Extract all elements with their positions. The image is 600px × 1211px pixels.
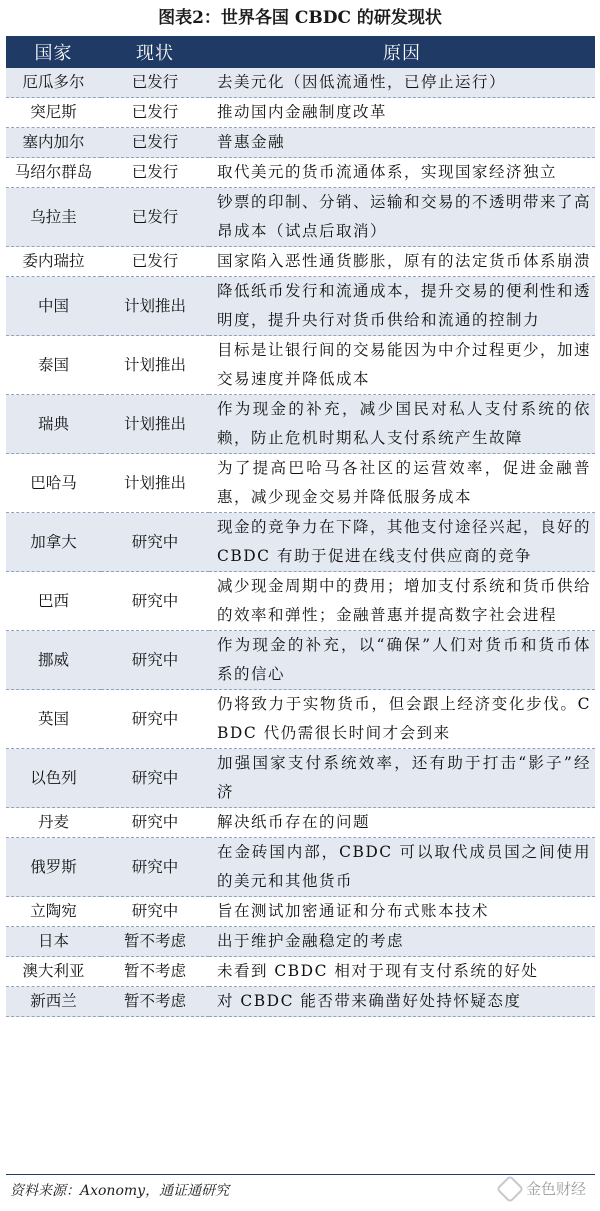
country-cell: 俄罗斯 <box>6 838 101 897</box>
status-cell: 已发行 <box>101 188 209 247</box>
reason-cell: 国家陷入恶性通货膨胀，原有的法定货币体系崩溃 <box>209 247 595 277</box>
country-cell: 厄瓜多尔 <box>6 68 101 98</box>
table-row <box>6 158 595 188</box>
table-row <box>6 808 595 838</box>
status-cell: 研究中 <box>101 572 209 631</box>
table-row <box>6 188 595 247</box>
country-cell: 巴哈马 <box>6 454 101 513</box>
table-row <box>6 838 595 897</box>
country-cell: 丹麦 <box>6 808 101 838</box>
table-row <box>6 572 595 631</box>
table-row <box>6 927 595 957</box>
reason-cell: 在金砖国内部，CBDC 可以取代成员国之间使用的美元和其他货币 <box>209 838 595 897</box>
reason-cell: 取代美元的货币流通体系，实现国家经济独立 <box>209 158 595 188</box>
reason-cell: 作为现金的补充，减少国民对私人支付系统的依赖，防止危机时期私人支付系统产生故障 <box>209 395 595 454</box>
reason-cell: 旨在测试加密通证和分布式账本技术 <box>209 897 595 927</box>
reason-cell: 去美元化（因低流通性，已停止运行） <box>209 68 595 98</box>
table-row <box>6 987 595 1017</box>
status-cell: 研究中 <box>101 631 209 690</box>
reason-cell: 推动国内金融制度改革 <box>209 98 595 128</box>
country-cell: 加拿大 <box>6 513 101 572</box>
status-cell: 研究中 <box>101 808 209 838</box>
table-row <box>6 957 595 987</box>
status-cell: 计划推出 <box>101 336 209 395</box>
reason-cell: 降低纸币发行和流通成本，提升交易的便利性和透明度，提升央行对货币供给和流通的控制力 <box>209 277 595 336</box>
country-cell: 立陶宛 <box>6 897 101 927</box>
table-row <box>6 247 595 277</box>
reason-cell: 解决纸币存在的问题 <box>209 808 595 838</box>
logo-icon <box>496 1174 524 1202</box>
table-row <box>6 395 595 454</box>
country-cell: 日本 <box>6 927 101 957</box>
status-cell: 计划推出 <box>101 395 209 454</box>
country-cell: 挪威 <box>6 631 101 690</box>
cbdc-table <box>6 36 595 1017</box>
header-status: 现状 <box>101 36 209 68</box>
reason-cell: 减少现金周期中的费用；增加支付系统和货币供给的效率和弹性；金融普惠并提高数字社会进程 <box>209 572 595 631</box>
status-cell: 已发行 <box>101 158 209 188</box>
status-cell: 已发行 <box>101 128 209 158</box>
status-cell: 计划推出 <box>101 277 209 336</box>
watermark-text: 金色财经 <box>525 1180 586 1198</box>
status-cell: 已发行 <box>101 68 209 98</box>
status-cell: 研究中 <box>101 838 209 897</box>
table-row <box>6 513 595 572</box>
header-reason: 原因 <box>209 36 595 68</box>
table-row <box>6 336 595 395</box>
reason-cell: 普惠金融 <box>209 128 595 158</box>
country-cell: 巴西 <box>6 572 101 631</box>
reason-cell: 为了提高巴哈马各社区的运营效率，促进金融普惠，减少现金交易并降低服务成本 <box>209 454 595 513</box>
reason-cell: 出于维护金融稳定的考虑 <box>209 927 595 957</box>
table-body <box>6 68 595 1017</box>
status-cell: 研究中 <box>101 897 209 927</box>
table-row <box>6 749 595 808</box>
status-cell: 研究中 <box>101 513 209 572</box>
reason-cell: 作为现金的补充，以“确保”人们对货币和货币体系的信心 <box>209 631 595 690</box>
status-cell: 暂不考虑 <box>101 927 209 957</box>
reason-cell: 仍将致力于实物货币，但会跟上经济变化步伐。CBDC 代仍需很长时间才会到来 <box>209 690 595 749</box>
table-header-row <box>6 36 595 68</box>
table-row <box>6 690 595 749</box>
country-cell: 中国 <box>6 277 101 336</box>
table-row <box>6 128 595 158</box>
status-cell: 计划推出 <box>101 454 209 513</box>
status-cell: 研究中 <box>101 749 209 808</box>
country-cell: 突尼斯 <box>6 98 101 128</box>
table-row <box>6 631 595 690</box>
status-cell: 已发行 <box>101 247 209 277</box>
country-cell: 以色列 <box>6 749 101 808</box>
country-cell: 塞内加尔 <box>6 128 101 158</box>
country-cell: 瑞典 <box>6 395 101 454</box>
country-cell: 泰国 <box>6 336 101 395</box>
table-row <box>6 98 595 128</box>
table-row <box>6 897 595 927</box>
country-cell: 马绍尔群岛 <box>6 158 101 188</box>
source-note: 资料来源：Axonomy，通证通研究 <box>10 1183 230 1199</box>
status-cell: 暂不考虑 <box>101 987 209 1017</box>
status-cell: 研究中 <box>101 690 209 749</box>
source-divider <box>6 1174 595 1175</box>
table-row <box>6 68 595 98</box>
reason-cell: 钞票的印制、分销、运输和交易的不透明带来了高昂成本（试点后取消） <box>209 188 595 247</box>
country-cell: 委内瑞拉 <box>6 247 101 277</box>
reason-cell: 加强国家支付系统效率，还有助于打击“影子”经济 <box>209 749 595 808</box>
reason-cell: 未看到 CBDC 相对于现有支付系统的好处 <box>209 957 595 987</box>
page-title: 图表2：世界各国 CBDC 的研发现状 <box>158 8 442 28</box>
reason-cell: 目标是让银行间的交易能因为中介过程更少，加速交易速度并降低成本 <box>209 336 595 395</box>
watermark-logo <box>500 1178 586 1199</box>
table-row <box>6 277 595 336</box>
status-cell: 暂不考虑 <box>101 957 209 987</box>
reason-cell: 现金的竞争力在下降，其他支付途径兴起，良好的 CBDC 有助于促进在线支付供应商的竞争 <box>209 513 595 572</box>
reason-cell: 对 CBDC 能否带来确凿好处持怀疑态度 <box>209 987 595 1017</box>
country-cell: 英国 <box>6 690 101 749</box>
country-cell: 乌拉圭 <box>6 188 101 247</box>
status-cell: 已发行 <box>101 98 209 128</box>
country-cell: 新西兰 <box>6 987 101 1017</box>
country-cell: 澳大利亚 <box>6 957 101 987</box>
table-row <box>6 454 595 513</box>
header-country: 国家 <box>6 36 101 68</box>
